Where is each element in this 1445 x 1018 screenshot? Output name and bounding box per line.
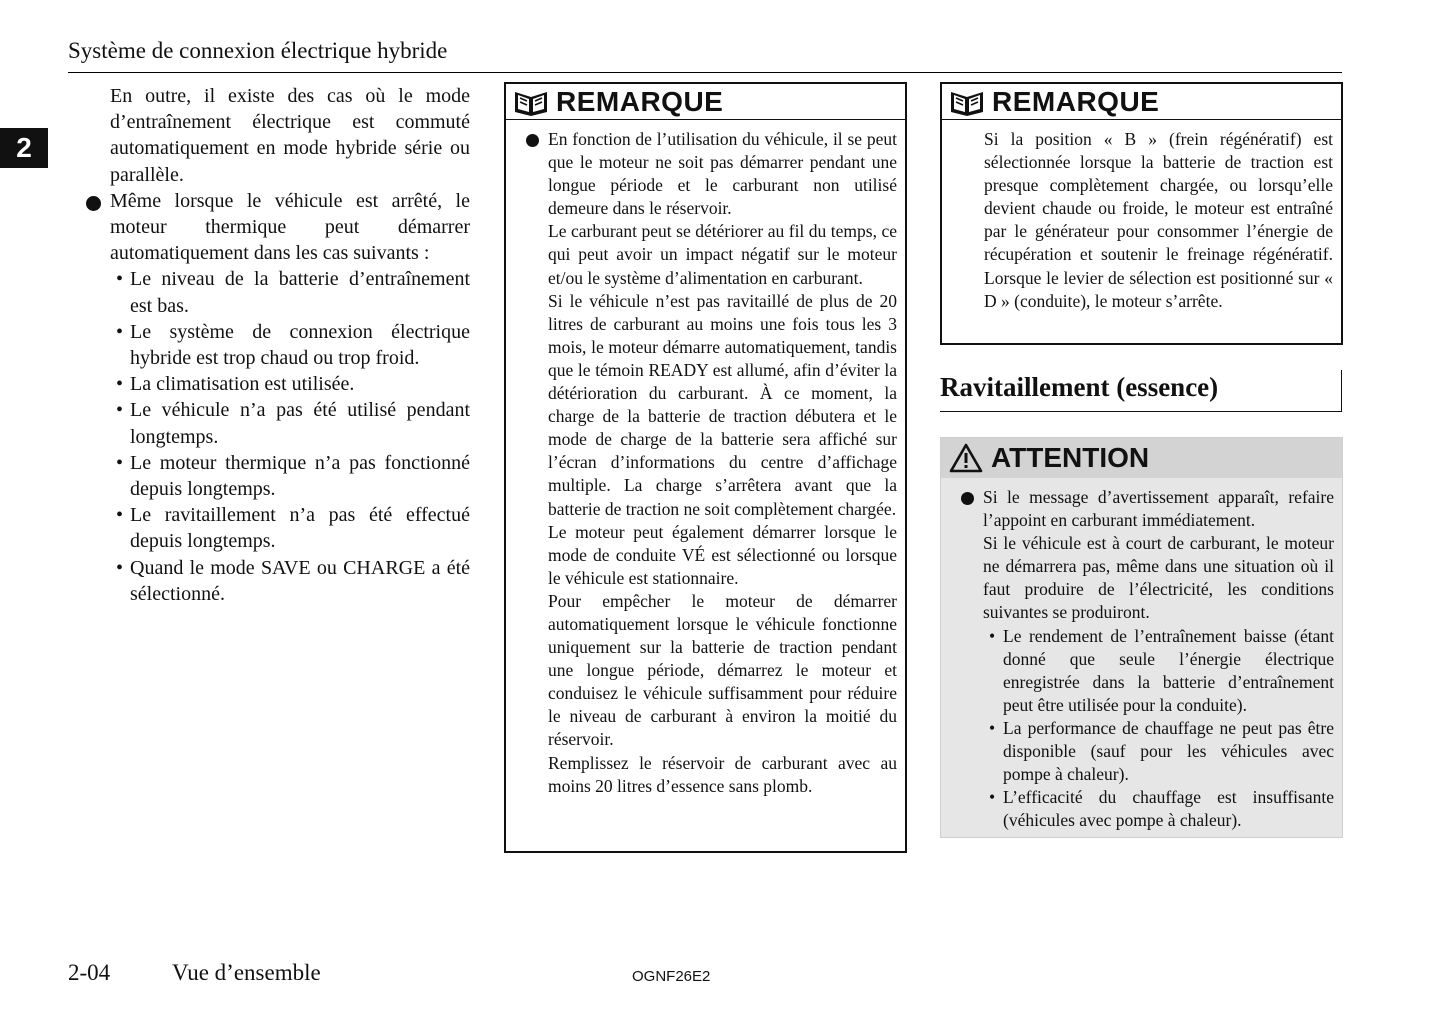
sub-bullet-icon: • xyxy=(116,268,124,291)
remarque-title: REMARQUE xyxy=(992,85,1160,117)
sub-item xyxy=(68,371,470,397)
remarque-header xyxy=(506,84,905,120)
bullet-text: Même lorsque le véhicule est arrêté, le moteur thermique peut démarrer automatiquement dans les cas suivants : xyxy=(110,189,470,265)
footer-doc-code: OGNF26E2 xyxy=(632,968,711,985)
sub-item-text: Le ravitaillement n’a pas été effectué depuis longtemps. xyxy=(130,504,470,553)
note-paragraph: Remplissez le réservoir de carburant avec au moins 20 litres d’essence sans plomb. xyxy=(548,752,897,796)
remarque-title: REMARQUE xyxy=(556,85,724,117)
attention-paragraph: Si le message d’avertissement apparaît, refaire l’appoint en carburant immédiatement. xyxy=(983,487,1334,531)
sub-item-text: Le moteur thermique n’a pas fonctionné depuis longtemps. xyxy=(130,451,470,501)
sub-item xyxy=(68,319,470,371)
sub-item-text: La performance de chauffage ne peut pas être disponible (sauf pour les véhicules avec pompe à chaleur). xyxy=(1003,717,1334,785)
footer-section-name: Vue d’ensemble xyxy=(172,960,321,985)
sub-item-text: Le système de connexion électrique hybride est trop chaud ou trop froid. xyxy=(130,320,470,370)
sub-item xyxy=(983,786,1334,832)
bullet-dot-icon xyxy=(961,492,974,505)
bullet-item xyxy=(68,188,470,267)
remarque-body xyxy=(942,120,1341,313)
sub-item-text: Le rendement de l’entraînement baisse (étant donné que seule l’énergie électrique enregistrée dans la batterie d’entraînement peut être utilisée pour la conduite). xyxy=(1003,625,1334,715)
sub-item-text: Quand le mode SAVE ou CHARGE a été sélectionné. xyxy=(130,556,470,605)
sub-item xyxy=(68,502,470,554)
sub-item xyxy=(68,397,470,449)
remarque-box-1 xyxy=(504,82,907,853)
section-heading-text: Ravitaillement (essence) xyxy=(940,372,1219,402)
sub-item xyxy=(68,266,470,318)
note-paragraph: Le moteur peut également démarrer lorsque le mode de conduite VÉ est sélectionné ou lorsque le véhicule est stationnaire. xyxy=(548,521,897,588)
main-text-column xyxy=(68,83,470,607)
remarque-box-2 xyxy=(940,82,1343,345)
warning-triangle-icon xyxy=(949,443,983,473)
chapter-tab: 2 xyxy=(0,128,48,168)
page-header-title: Système de connexion électrique hybride xyxy=(68,38,448,63)
bullet-dot-icon xyxy=(526,134,539,147)
intro-paragraph: En outre, il existe des cas où le mode d’entraînement électrique est commuté automatiquement en mode hybride série ou parallèle. xyxy=(110,85,470,186)
sub-item-text: Le niveau de la batterie d’entraînement est bas. xyxy=(130,268,470,317)
remarque-body xyxy=(506,120,905,798)
remarque-header xyxy=(942,84,1341,120)
sub-bullet-icon: • xyxy=(989,717,996,738)
section-heading xyxy=(940,370,1342,412)
heading-rule xyxy=(1341,370,1343,412)
attention-title: ATTENTION xyxy=(991,442,1150,473)
note-paragraph: Si la position « B » (frein régénératif) est sélectionnée lorsque la batterie de traction est presque complètement chargée, ou lorsqu’elle devient chaude ou froide, le moteur est entraîné par le générateur pour consommer l’énergie de récupération et soutenir le freinage régénératif. Lorsque le levier de sélection est positionné sur « D » (conduite), le moteur s’arrête. xyxy=(984,129,1333,311)
bullet-dot-icon xyxy=(86,196,101,211)
sub-bullet-icon: • xyxy=(116,320,124,343)
note-paragraph: Le carburant peut se détériorer au fil du temps, ce qui peut avoir un impact négatif sur le moteur et/ou le système d’alimentation en carburant. xyxy=(548,221,897,288)
attention-header xyxy=(941,438,1342,478)
attention-body xyxy=(941,478,1342,832)
header-rule xyxy=(68,72,1342,73)
sub-item xyxy=(68,450,470,502)
sub-item-text: L’efficacité du chauffage est insuffisante (véhicules avec pompe à chaleur). xyxy=(1003,787,1334,831)
sub-bullet-icon: • xyxy=(116,451,124,474)
open-book-icon xyxy=(512,88,550,116)
sub-bullet-icon: • xyxy=(116,556,124,579)
open-book-icon xyxy=(948,88,986,116)
sub-bullet-icon: • xyxy=(116,373,124,396)
sub-bullet-icon: • xyxy=(116,399,124,422)
note-paragraph: Pour empêcher le moteur de démarrer automatiquement lorsque le véhicule fonctionne uniquement sur la batterie de traction pendant une longue période, démarrez le moteur et conduisez le véhicule suffisamment pour réduire le niveau de carburant à environ la moitié du réservoir. xyxy=(548,590,897,750)
attention-paragraph: Si le véhicule est à court de carburant, le moteur ne démarrera pas, même dans une situation où il faut produire de l’électricité, les conditions suivantes se produiront. xyxy=(983,533,1334,623)
note-paragraph: En fonction de l’utilisation du véhicule, il se peut que le moteur ne soit pas démarrer pendant une longue période et le carburant non utilisé demeure dans le réservoir. xyxy=(548,129,897,219)
note-paragraph: Si le véhicule n’est pas ravitaillé de plus de 20 litres de carburant au moins une fois tous les 3 mois, le moteur démarre automatiquement, tandis que le témoin READY est allumé, afin d’éviter la détérioration du carburant. À ce moment, la charge de la batterie de traction débutera et le mode de charge de la batterie sera affiché sur l’écran d’informations du centre d’affichage multiple. La charge s’arrêtera avant que la batterie de traction ne soit complètement chargée. xyxy=(548,290,897,519)
sub-bullet-icon: • xyxy=(989,625,996,646)
attention-box xyxy=(940,437,1343,838)
sub-item-text: Le véhicule n’a pas été utilisé pendant longtemps. xyxy=(130,399,470,448)
footer-page-number: 2-04 xyxy=(68,960,111,985)
sub-item-text: La climatisation est utilisée. xyxy=(130,373,355,396)
sub-item xyxy=(983,717,1334,786)
sub-item xyxy=(68,555,470,607)
sub-item xyxy=(983,625,1334,717)
sub-bullet-icon: • xyxy=(116,504,124,527)
sub-bullet-icon: • xyxy=(989,787,996,808)
